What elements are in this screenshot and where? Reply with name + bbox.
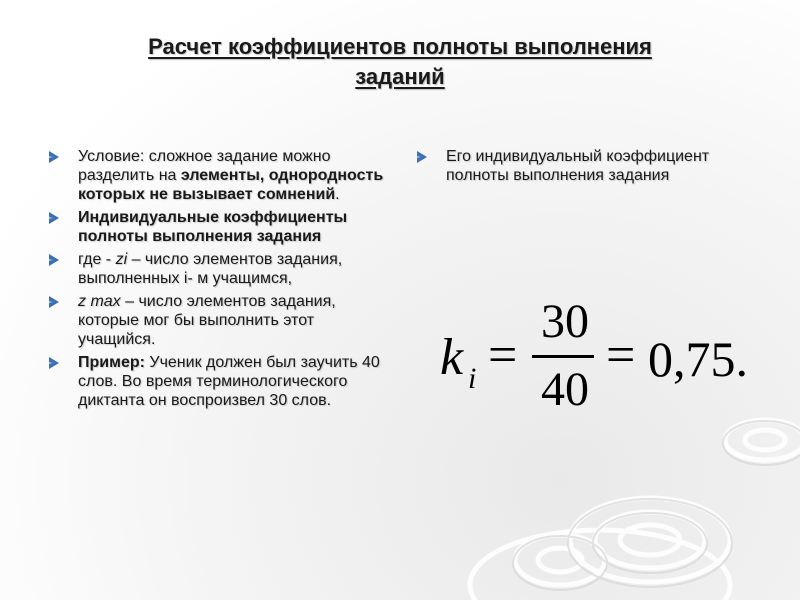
triangle-bullet-icon [49,296,59,308]
bullet-individual-coefficients [46,208,391,246]
coefficient-formula [438,295,768,430]
bullet-where-zi [46,250,391,288]
title-line-1: Расчет коэффициентов полноты выполнения [148,34,652,59]
formula-subscript-i: i [468,362,477,395]
formula-numerator: 30 [541,295,589,348]
triangle-bullet-icon [49,212,59,224]
own-coefficient-text: Его индивидуальный коэффициент полноты выполнения задания [446,148,710,184]
condition-end: . [335,186,340,203]
triangle-bullet-icon [49,357,59,369]
where-text: где - [78,251,116,268]
left-column [46,147,391,414]
bullet-own-coefficient [414,147,714,185]
condition-bold: элементы, однородность которых не вызывает сомнений [78,167,384,203]
title-line-2: заданий [355,64,445,89]
formula-result: 0,75. [648,331,748,387]
left-bullet-list [46,147,391,410]
bullet-zmax [46,292,391,349]
formula-equals-1: = [488,327,518,384]
triangle-bullet-icon [417,151,427,163]
condition-text: Условие: сложное задание можно разделить на [78,148,331,184]
example-label: Пример: [78,354,145,371]
zmax-symbol: z max [78,293,121,310]
zmax-description: – число элементов задания, которые мог бы выполнить этот учащийся. [78,293,336,348]
slide-title [60,32,740,92]
formula-denominator: 40 [541,363,589,416]
right-column [414,147,714,189]
example-text: Ученик должен был заучить 40 слов. Во время терминологического диктанта он воспроизвел 30 слов. [78,354,380,409]
triangle-bullet-icon [49,254,59,266]
formula-k: k [440,329,464,386]
bullet-condition [46,147,391,204]
zi-symbol: zi [115,251,128,268]
bullet-example [46,353,391,410]
triangle-bullet-icon [49,151,59,163]
right-bullet-list [414,147,714,185]
fraction-bar [532,355,594,358]
zi-description: – число элементов задания, выполненных i- м учащимся, [78,251,343,287]
individual-coefficients-text: Индивидуальные коэффициенты полноты выполнения задания [78,209,348,245]
formula-equals-2: = [606,327,636,384]
